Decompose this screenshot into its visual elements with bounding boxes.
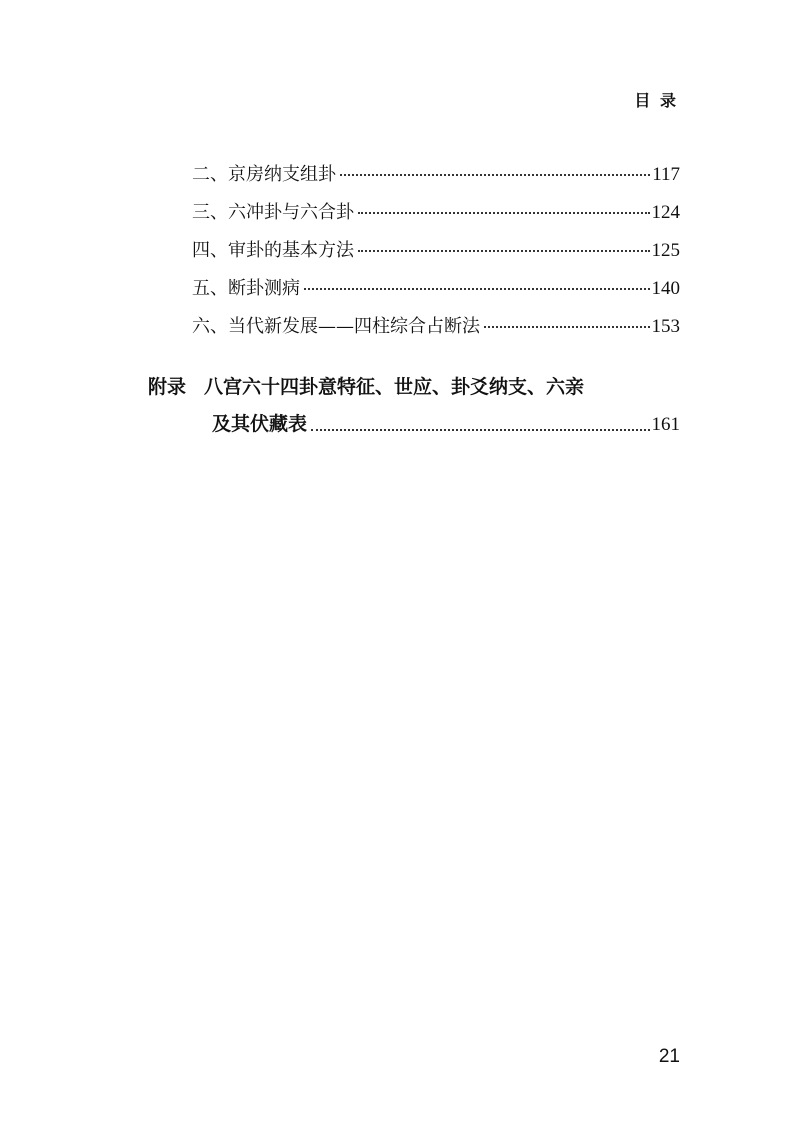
appendix-label: 附录 — [148, 376, 187, 398]
appendix-entry[interactable] — [212, 410, 680, 438]
toc-entry-page: 125 — [651, 240, 680, 261]
appendix-title-line2: 及其伏藏表 — [212, 413, 308, 435]
toc-entry[interactable] — [192, 162, 680, 188]
toc-entry-page: 153 — [651, 316, 680, 337]
dot-leader — [358, 212, 650, 214]
dot-leader — [311, 429, 649, 431]
page-number: 21 — [658, 1046, 680, 1067]
toc-entry[interactable] — [192, 200, 680, 226]
dot-leader — [304, 288, 650, 290]
dot-leader — [340, 174, 650, 176]
appendix-heading[interactable] — [148, 373, 584, 401]
toc-entry[interactable] — [192, 314, 680, 340]
toc-entry-title: 四、审卦的基本方法 — [192, 240, 354, 261]
running-header: 目 录 — [634, 91, 678, 110]
dot-leader — [358, 250, 650, 252]
toc-entry-title: 五、断卦测病 — [192, 278, 300, 299]
toc-entry-title: 六、当代新发展——四柱综合占断法 — [192, 316, 480, 337]
toc-entry-page: 117 — [652, 164, 680, 185]
toc-entry[interactable] — [192, 276, 680, 302]
toc-entry-title: 三、六冲卦与六合卦 — [192, 202, 354, 223]
toc-entry-page: 124 — [651, 202, 680, 223]
dot-leader — [484, 326, 650, 328]
toc-entry-title: 二、京房纳支组卦 — [192, 164, 336, 185]
toc-entry[interactable] — [192, 238, 680, 264]
appendix-title-line1: 八宫六十四卦意特征、世应、卦爻纳支、六亲 — [204, 376, 585, 398]
appendix-page: 161 — [651, 414, 680, 435]
toc-entry-page: 140 — [651, 278, 680, 299]
